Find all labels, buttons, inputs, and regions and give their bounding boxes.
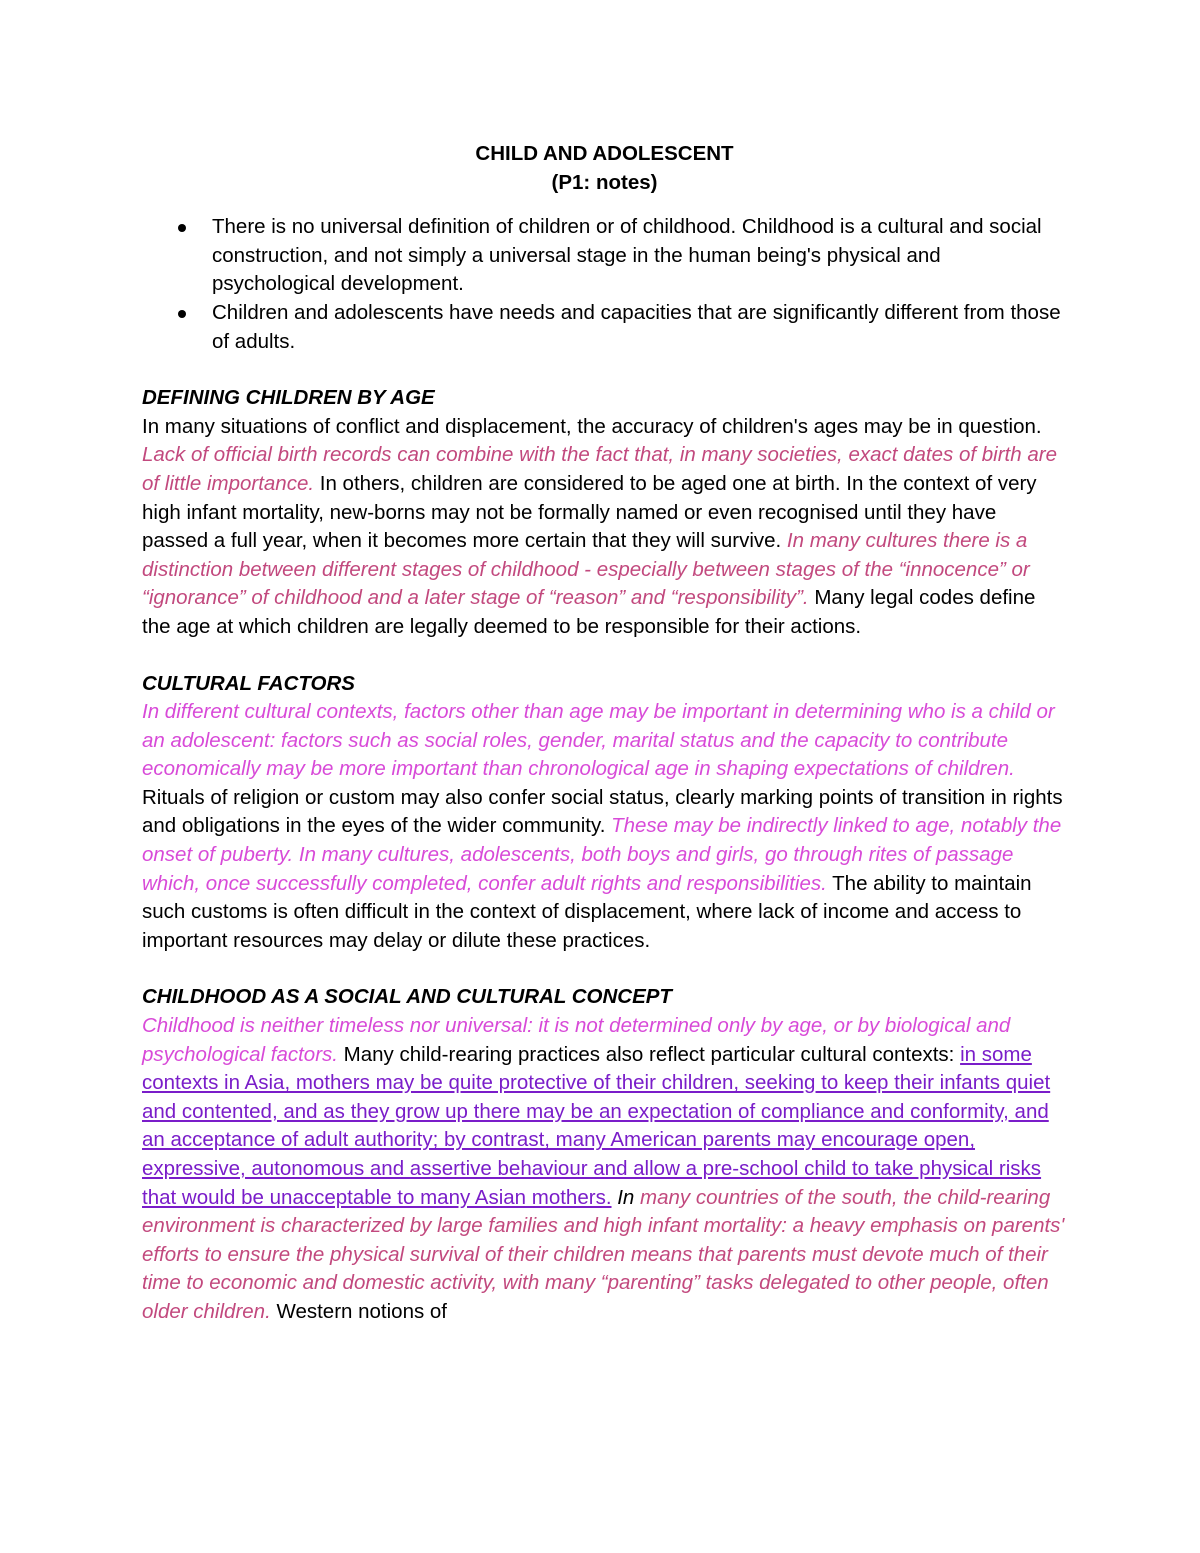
bullet-item: [142, 213, 1067, 299]
document-subtitle: (P1: notes): [551, 170, 658, 194]
section-paragraph-cultural-factors-intro: In different cultural contexts, factors other than age may be important in determining who is a child or an adolescent: factors such as social roles, gender, marital status and the capacity to contribute economically may be more important than chronological age in shaping expectations of children.: [142, 700, 1055, 781]
section-paragraph-cultural-factors: [142, 784, 1067, 956]
bullet-dot-icon: [178, 224, 186, 232]
bullet-text: Children and adolescents have needs and capacities that are significantly different from those of adults.: [212, 300, 1061, 353]
bullet-text: There is no universal definition of children or of childhood. Childhood is a cultural and social construction, and not simply a universal stage in the human being's physical and psychological development.: [212, 215, 1042, 296]
underlined-link-text[interactable]: in some contexts in Asia, mothers may be quite protective of their children, seeking to keep their infants quiet and contented, and as they grow up there may be an expectation of compliance and conformity, and an acceptance of adult authority; by contrast, many American parents may encourage open, expressive, autonomous and assertive behaviour and allow a pre-school child to take physical risks that would be unacceptable to many Asian mothers.: [142, 1042, 1051, 1209]
highlighted-text: In many cultures there is a distinction between different stages of childhood - especially between stages of the “innocence” or “ignorance” of childhood and a later stage of “reason” and “responsibility”.: [142, 529, 1030, 610]
highlighted-text: Childhood is neither timeless nor universal: it is not determined only by age, or by biological and psychological factors.: [142, 1014, 1011, 1066]
document-title-block: [142, 140, 1067, 197]
highlighted-text: Lack of official birth records can combine with the fact that, in many societies, exact dates of birth are of little importance.: [142, 443, 1057, 495]
highlighted-text: These may be indirectly linked to age, notably the onset of puberty. In many cultures, adolescents, both boys and girls, go through rites of passage which, once successfully completed, confer adult rights and responsibilities.: [142, 814, 1062, 895]
highlighted-text: many countries of the south, the child-rearing environment is characterized by large families and high infant mortality: a heavy emphasis on parents' efforts to ensure the physical survival of their children means that parents must devote much of their time to economic and domestic activity, with many “parenting” tasks delegated to other people, often older children.: [142, 1185, 1065, 1323]
body-text: The ability to maintain such customs is often difficult in the context of displacement, where lack of income and access to important resources may delay or dilute these practices.: [142, 871, 1032, 952]
intro-bullet-list: [142, 213, 1067, 356]
section-heading-defining-children: DEFINING CHILDREN BY AGE: [142, 386, 435, 410]
body-text: In: [611, 1185, 635, 1209]
section-heading-cultural-factors: CULTURAL FACTORS: [142, 671, 355, 695]
body-text: Rituals of religion or custom may also confer social status, clearly marking points of transition in rights and obligations in the eyes of the wider community.: [142, 785, 1063, 838]
bullet-dot-icon: [178, 310, 186, 318]
document-body: [142, 140, 1067, 1327]
body-text: Many child-rearing practices also reflect particular cultural contexts:: [337, 1042, 961, 1066]
section-paragraph-childhood-concept: [142, 1012, 1067, 1327]
section-heading-childhood-concept: CHILDHOOD AS A SOCIAL AND CULTURAL CONCEPT: [142, 985, 672, 1009]
body-text: In many situations of conflict and displacement, the accuracy of children's ages may be in question.: [142, 414, 1042, 438]
bullet-item: [142, 299, 1067, 356]
document-title: CHILD AND ADOLESCENT: [475, 142, 734, 165]
body-text: In others, children are considered to be aged one at birth. In the context of very high infant mortality, new-borns may not be formally named or even recognised until they have passed a full year, when it becomes more certain that they will survive.: [142, 471, 1037, 553]
body-text: Western notions of: [270, 1299, 448, 1323]
section-paragraph-defining-children: [142, 413, 1067, 642]
body-text: Many legal codes define the age at which children are legally deemed to be responsible for their actions.: [142, 586, 1036, 638]
